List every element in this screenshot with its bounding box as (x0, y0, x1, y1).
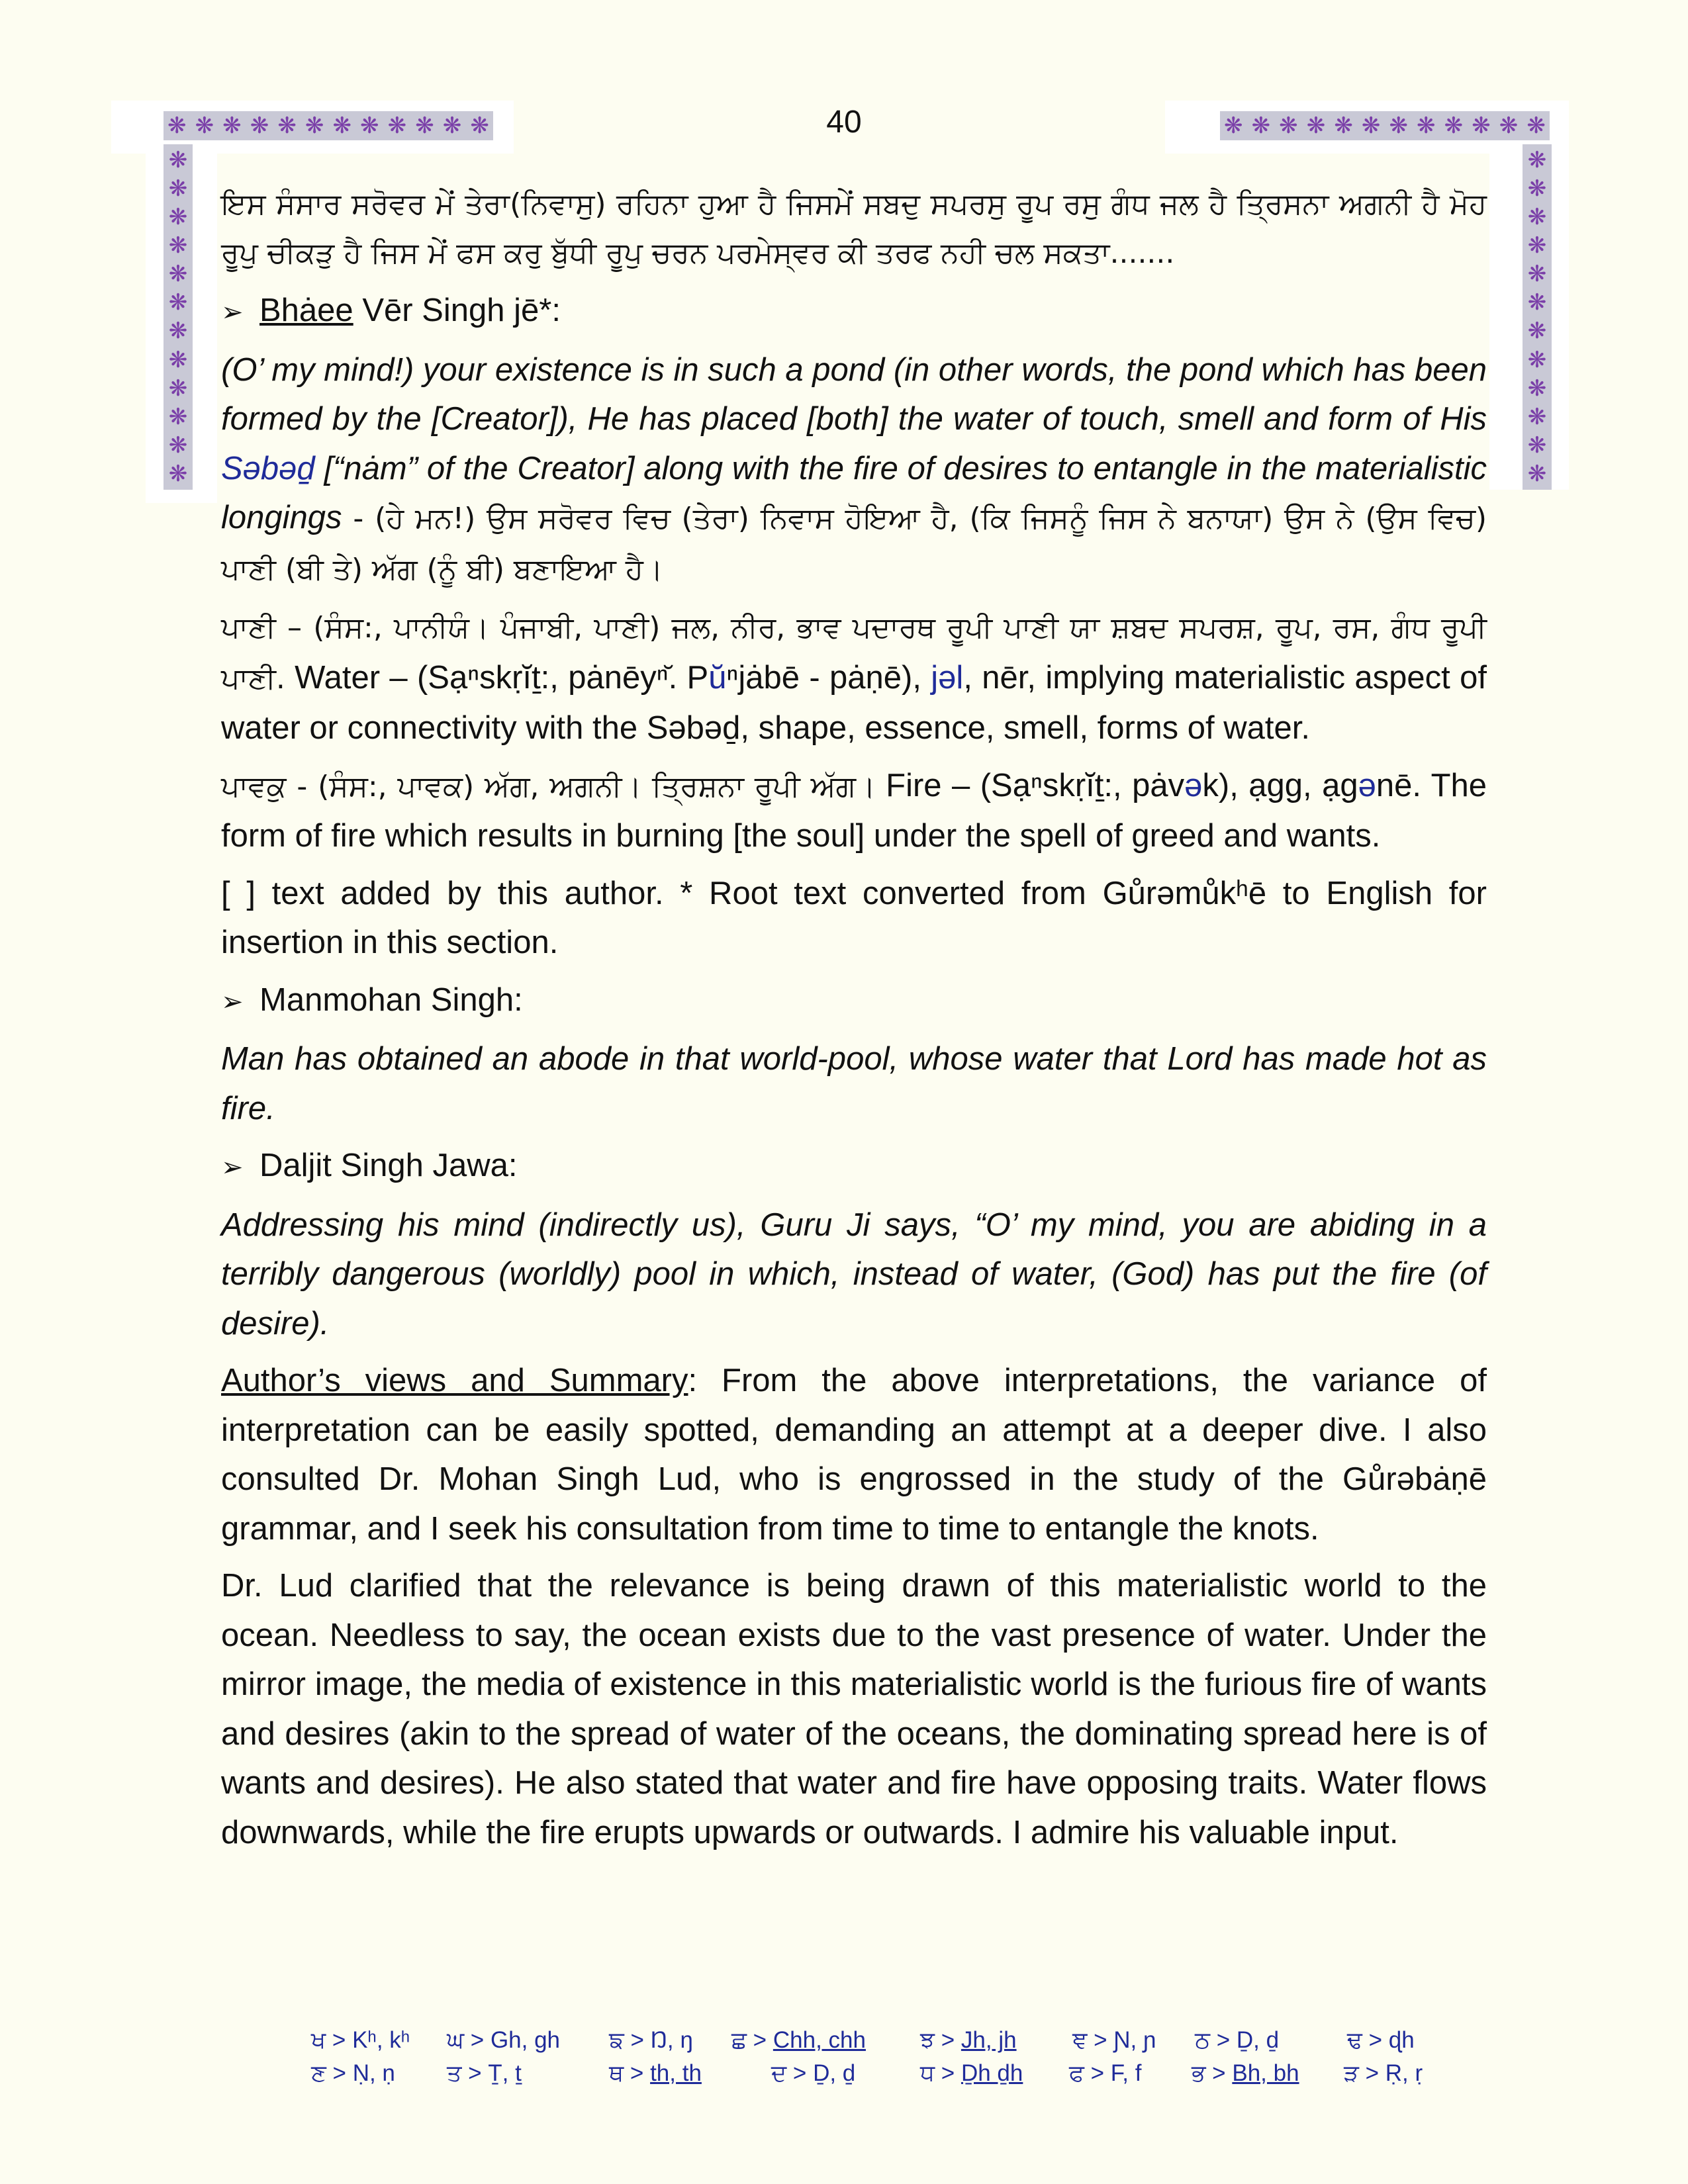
ornament-icon: ❋ (1527, 460, 1547, 487)
ornament-icon: ❋ (442, 113, 462, 139)
legend-item: ਥ > th, th (609, 2060, 702, 2086)
ornament-icon: ❋ (167, 113, 187, 139)
legend-row-1 (311, 2024, 1436, 2057)
arrow-bullet-icon: ➢ (221, 1152, 244, 1183)
legend-item: ਧ > Ḏh ḏh (920, 2060, 1023, 2086)
legend-item: ਤ > Ṯ, ṯ (447, 2060, 522, 2086)
ornament-icon: ❋ (1306, 113, 1326, 139)
bhaee-heading-rest: Vēr Singh jē*: (353, 293, 561, 328)
bhaee-heading (221, 286, 1487, 338)
ornament-border-top-left (164, 111, 493, 140)
ornament-icon: ❋ (1417, 113, 1436, 139)
ornament-icon: ❋ (1361, 113, 1381, 139)
ornament-icon: ❋ (168, 375, 188, 402)
pani-english-b: ⁿjȧbē - pȧṇē), (726, 659, 931, 696)
legend-item: ਘ > Gh, gh (447, 2027, 561, 2053)
ornament-icon: ❋ (277, 113, 297, 139)
legend-item: ਫ > F, f (1069, 2060, 1142, 2086)
daljit-heading (221, 1141, 1487, 1193)
ornament-icon: ❋ (168, 261, 188, 288)
legend-item: ਙ > Ŋ, ŋ (609, 2027, 693, 2053)
ornament-icon: ❋ (168, 460, 188, 487)
ornament-icon: ❋ (168, 289, 188, 316)
bhaee-heading-underlined: Bhȧee (259, 293, 353, 328)
arrow-bullet-icon: ➢ (221, 986, 244, 1017)
ornament-icon: ❋ (1224, 113, 1243, 139)
ornament-icon: ❋ (168, 346, 188, 373)
legend-item: ਣ > Ṇ, ṇ (311, 2060, 395, 2086)
ornament-icon: ❋ (168, 403, 188, 430)
pavak-english-b: k), ạgg, ạg (1202, 767, 1358, 803)
author-note: [ ] text added by this author. * Root text converted from Gůrəmůkʰē to English for insertion in this section. (221, 875, 1487, 960)
ornament-icon: ❋ (1251, 113, 1271, 139)
pavak-definition (221, 761, 1487, 861)
ornament-icon: ❋ (470, 113, 489, 139)
ornament-border-top-right (1220, 111, 1550, 140)
ornament-icon: ❋ (168, 232, 188, 259)
ornament-icon: ❋ (305, 113, 324, 139)
pani-punjabi: ਪਾਣੀ – (ਸੰਸ:, ਪਾਨੀਯੰ। ਪੰਜਾਬੀ, ਪਾਣੀ) ਜਲ, ਨੀਰ, ਭਾਵ ਪਦਾਰਥ ਰੂਪੀ ਪਾਣੀ ਯਾ ਸ਼ਬਦ ਸਪਰਸ਼, ਰੂਪ, ਰਸ, ਗੰਧ ਰੂਪੀ ਪਾਣੀ. (221, 611, 1487, 696)
manmohan-heading-text: Manmohan Singh: (259, 981, 523, 1018)
ornament-icon: ❋ (1527, 175, 1547, 203)
pani-english-a: Water – (Sạⁿskṛĭṯ:, pȧnēyⁿ̆. P (285, 659, 709, 696)
ornament-icon: ❋ (1527, 432, 1547, 459)
legend-row-2 (311, 2057, 1436, 2090)
author-summary (221, 1356, 1487, 1553)
legend-item: ਞ > Ɲ, ɲ (1072, 2027, 1156, 2053)
ornament-icon: ❋ (168, 204, 188, 231)
ornament-icon: ❋ (1527, 232, 1547, 259)
pavak-english-e2: ə (1358, 767, 1376, 803)
author-summary-text: : From the above interpretations, the variance of interpretation can be easily spotted, demanding an attempt at a deeper dive. I also consulted Dr. Mohan Singh Lud, who is engrossed in the study of the Gůrəbȧṇē grammar, and I seek his consultation from time to time to entangle the knots. (221, 1363, 1487, 1547)
ornament-icon: ❋ (222, 113, 242, 139)
legend-item: ਝ > Jh, jh (920, 2027, 1017, 2053)
legend-item: ਛ > Chh, chh (731, 2027, 866, 2053)
ornament-icon: ❋ (1527, 289, 1547, 316)
ornament-icon: ❋ (1527, 204, 1547, 231)
ornament-icon: ❋ (332, 113, 352, 139)
ornament-icon: ❋ (1526, 113, 1546, 139)
pani-english-jal: jəl (931, 659, 964, 696)
ornament-icon: ❋ (168, 175, 188, 203)
pavak-english-c: nē. The form of fire which results in burning [the soul] under the spell of greed and wants. (221, 767, 1487, 854)
legend-item: ਠ > Ḏ, ḏ (1195, 2027, 1280, 2053)
ornament-icon: ❋ (1389, 113, 1408, 139)
bhaee-translation-sabad: Səbəḏ (221, 450, 315, 486)
legend-item: ਢ > ɖh (1347, 2027, 1415, 2053)
ornament-icon: ❋ (1279, 113, 1298, 139)
ornament-icon: ❋ (1527, 318, 1547, 345)
punjabi-intro: ਇਸ ਸੰਸਾਰ ਸਰੋਵਰ ਮੇਂ ਤੇਰਾ(ਨਿਵਾਸੁ) ਰਹਿਨਾ ਹੁਆ ਹੈ ਜਿਸਮੇਂ ਸਬਦੁ ਸਪਰਸੁ ਰੂਪ ਰਸੁ ਗੰਧ ਜਲ ਹੈ ਤ੍ਰਿਸਨਾ ਅਗਨੀ ਹੈ ਮੋਹ ਰੂਪੁ ਚੀਕੜੁ ਹੈ ਜਿਸ ਮੇਂ ਫਸ ਕਰੁ ਬੁੱਧੀ ਰੂਪੁ ਚਰਨ ਪਰਮੇਸ੍ਵਰ ਕੀ ਤਰਫ ਨਹੀ ਚਲ ਸਕਤਾ....... (221, 187, 1487, 270)
author-summary-label: Author’s views and Summary (221, 1363, 688, 1398)
ornament-icon: ❋ (195, 113, 214, 139)
legend-item: ੜ > Ṛ, ṛ (1344, 2060, 1423, 2086)
legend-item: ਦ > Ḏ, ḏ (771, 2060, 856, 2086)
bhaee-translation-punjabi: - (ਹੇ ਮਨ!) ਉਸ ਸਰੋਵਰ ਵਿਚ (ਤੇਰਾ) ਨਿਵਾਸ ਹੋਇਆ ਹੈ, (ਕਿ ਜਿਸਨੂੰ ਜਿਸ ਨੇ ਬਨਾਯਾ) ਉਸ ਨੇ (ਉਸ ਵਿਚ) ਪਾਣੀ (ਬੀ ਤੇ) ਅੱਗ (ਨੂੰ ਬੀ) ਬਣਾਇਆ ਹੈ। (221, 502, 1487, 586)
ornament-border-left (164, 144, 193, 490)
pani-english-u: ŭ (708, 659, 727, 696)
ornament-icon: ❋ (250, 113, 269, 139)
bhaee-translation (221, 345, 1487, 595)
ornament-icon: ❋ (1472, 113, 1491, 139)
pavak-punjabi: ਪਾਵਕੁ - (ਸੰਸ:, ਪਾਵਕ) ਅੱਗ, ਅਗਨੀ। ਤ੍ਰਿਸ਼ਨਾ ਰੂਪੀ ਅੱਗ। (221, 769, 876, 803)
page-number: 40 (826, 105, 862, 140)
ornament-icon: ❋ (168, 147, 188, 173)
manmohan-heading (221, 976, 1487, 1027)
pavak-english-a: Fire – (Sạⁿskṛĭṯ:, pȧv (875, 767, 1185, 803)
ornament-icon: ❋ (387, 113, 407, 139)
ornament-icon: ❋ (1444, 113, 1464, 139)
bhaee-translation-part2: [“nȧm” of the Creator] along with the fire of desires to entangle in the materialistic longings (221, 450, 1487, 535)
transliteration-legend (311, 2024, 1436, 2090)
pani-english-c: , nēr, implying materialistic aspect of water or connectivity with the Səbəḏ, shape, essence, smell, forms of water. (221, 659, 1487, 746)
ornament-icon: ❋ (1527, 147, 1547, 173)
ornament-icon: ❋ (360, 113, 379, 139)
ornament-icon: ❋ (1527, 261, 1547, 288)
legend-item: ਭ > Bh, bh (1192, 2060, 1299, 2086)
ornament-border-right (1523, 144, 1552, 490)
daljit-heading-text: Daljit Singh Jawa: (259, 1148, 518, 1183)
ornament-icon: ❋ (1527, 346, 1547, 373)
body-text (221, 180, 1487, 1857)
ornament-icon: ❋ (168, 432, 188, 459)
lud-paragraph: Dr. Lud clarified that the relevance is being drawn of this materialistic world to the ocean. Needless to say, the ocean exists due to the vast presence of water. Under the mirror image, the media of existence in this materialistic world is the furious fire of wants and desires (akin to the spread of water of the oceans, the dominating spread here is of wants and desires). He also stated that water and fire have opposing traits. Water flows downwards, while the fire erupts upwards or outwards. I admire his valuable input. (221, 1568, 1487, 1850)
bhaee-translation-part1: (O’ my mind!) your existence is in such a pond (in other words, the pond which has been formed by the [Creator]), He has placed [both] the water of touch, smell and form of His (221, 351, 1487, 437)
ornament-icon: ❋ (1499, 113, 1519, 139)
ornament-icon: ❋ (1527, 375, 1547, 402)
pani-definition (221, 602, 1487, 753)
pavak-english-e1: ə (1184, 767, 1203, 803)
ornament-icon: ❋ (1527, 403, 1547, 430)
manmohan-translation: Man has obtained an abode in that world-pool, whose water that Lord has made hot as fire. (221, 1041, 1487, 1126)
ornament-icon: ❋ (1334, 113, 1353, 139)
legend-item: ਖ > Kʰ, kʰ (311, 2027, 410, 2053)
arrow-bullet-icon: ➢ (221, 297, 244, 328)
ornament-icon: ❋ (168, 318, 188, 345)
daljit-translation: Addressing his mind (indirectly us), Guru Ji says, “O’ my mind, you are abiding in a terribly dangerous (worldly) pool in which, instead of water, (God) has put the fire (of desire). (221, 1206, 1487, 1342)
ornament-icon: ❋ (415, 113, 434, 139)
